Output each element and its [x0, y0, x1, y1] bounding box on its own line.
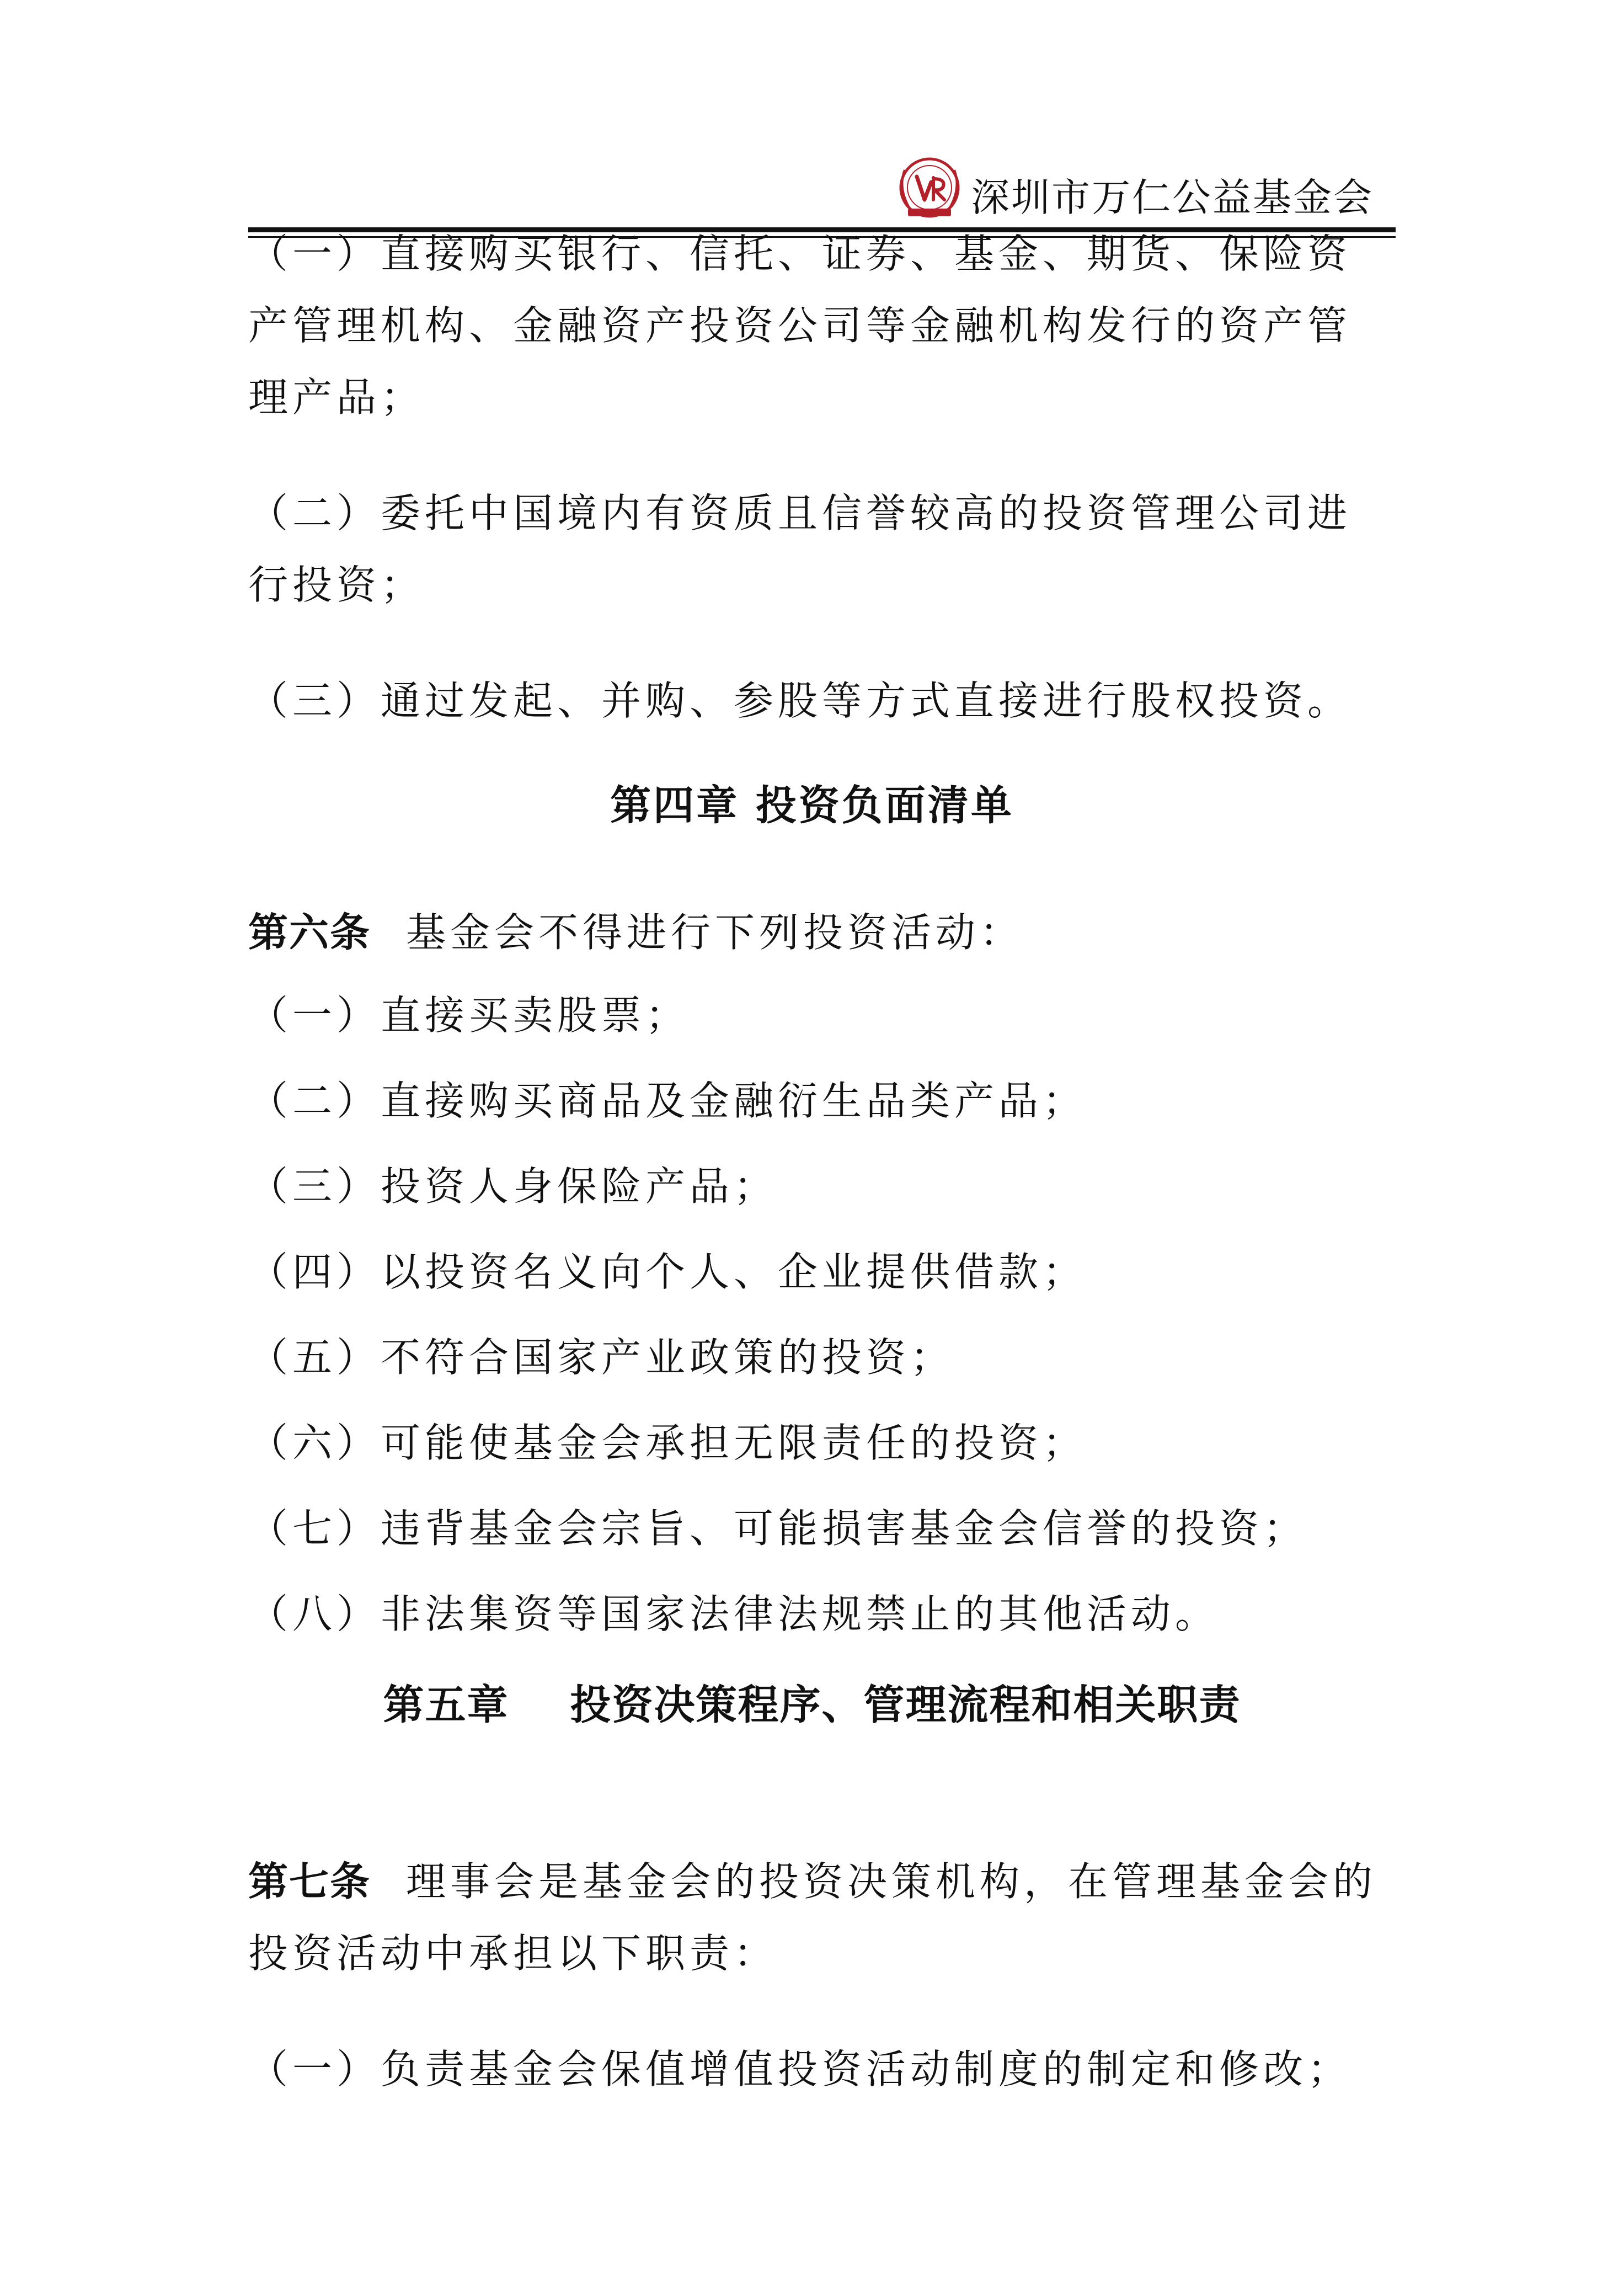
article6-item: （五）不符合国家产业政策的投资；: [248, 1334, 955, 1381]
article7-line: [248, 1854, 1377, 1909]
article6-item: （四）以投资名义向个人、企业提供借款；: [248, 1249, 1087, 1295]
paragraph-line: （二）委托中国境内有资质且信誉较高的投资管理公司进: [248, 490, 1352, 536]
page-header: [248, 138, 1396, 226]
paragraph-line: （一）直接购买银行、信托、证券、基金、期货、保险资: [248, 231, 1352, 277]
article6-item: （二）直接购买商品及金融衍生品类产品；: [248, 1078, 1087, 1124]
foundation-logo: [888, 153, 971, 225]
article6-line: [248, 905, 1024, 960]
article7-line-2: 投资活动中承担以下职责：: [248, 1930, 778, 1976]
article6-label: 第六条: [248, 909, 371, 956]
paragraph-line: 理产品；: [248, 374, 425, 420]
article6-item: （六）可能使基金会承担无限责任的投资；: [248, 1420, 1087, 1466]
chapter5-title: 第五章 投资决策程序、管理流程和相关职责: [383, 1681, 1241, 1729]
org-name: 深圳市万仁公益基金会: [971, 175, 1374, 220]
article7-text: 理事会是基金会的投资决策机构，在管理基金会的: [406, 1858, 1377, 1905]
article6-item: （七）违背基金会宗旨、可能损害基金会信誉的投资；: [248, 1505, 1308, 1552]
paragraph-line: 行投资；: [248, 562, 425, 608]
article7-item: （一）负责基金会保值增值投资活动制度的制定和修改；: [248, 2046, 1352, 2092]
article6-text: 基金会不得进行下列投资活动：: [406, 909, 1024, 956]
paragraph-line: 产管理机构、金融资产投资公司等金融机构发行的资产管: [248, 302, 1352, 349]
paragraph-line: （三）通过发起、并购、参股等方式直接进行股权投资。: [248, 678, 1352, 724]
chapter4-title: 第四章 投资负面清单: [610, 782, 1014, 829]
article7-label: 第七条: [248, 1858, 371, 1905]
article6-item: （一）直接买卖股票；: [248, 992, 690, 1038]
article6-item: （三）投资人身保险产品；: [248, 1163, 778, 1210]
article6-item: （八）非法集资等国家法律法规禁止的其他活动。: [248, 1591, 1220, 1637]
